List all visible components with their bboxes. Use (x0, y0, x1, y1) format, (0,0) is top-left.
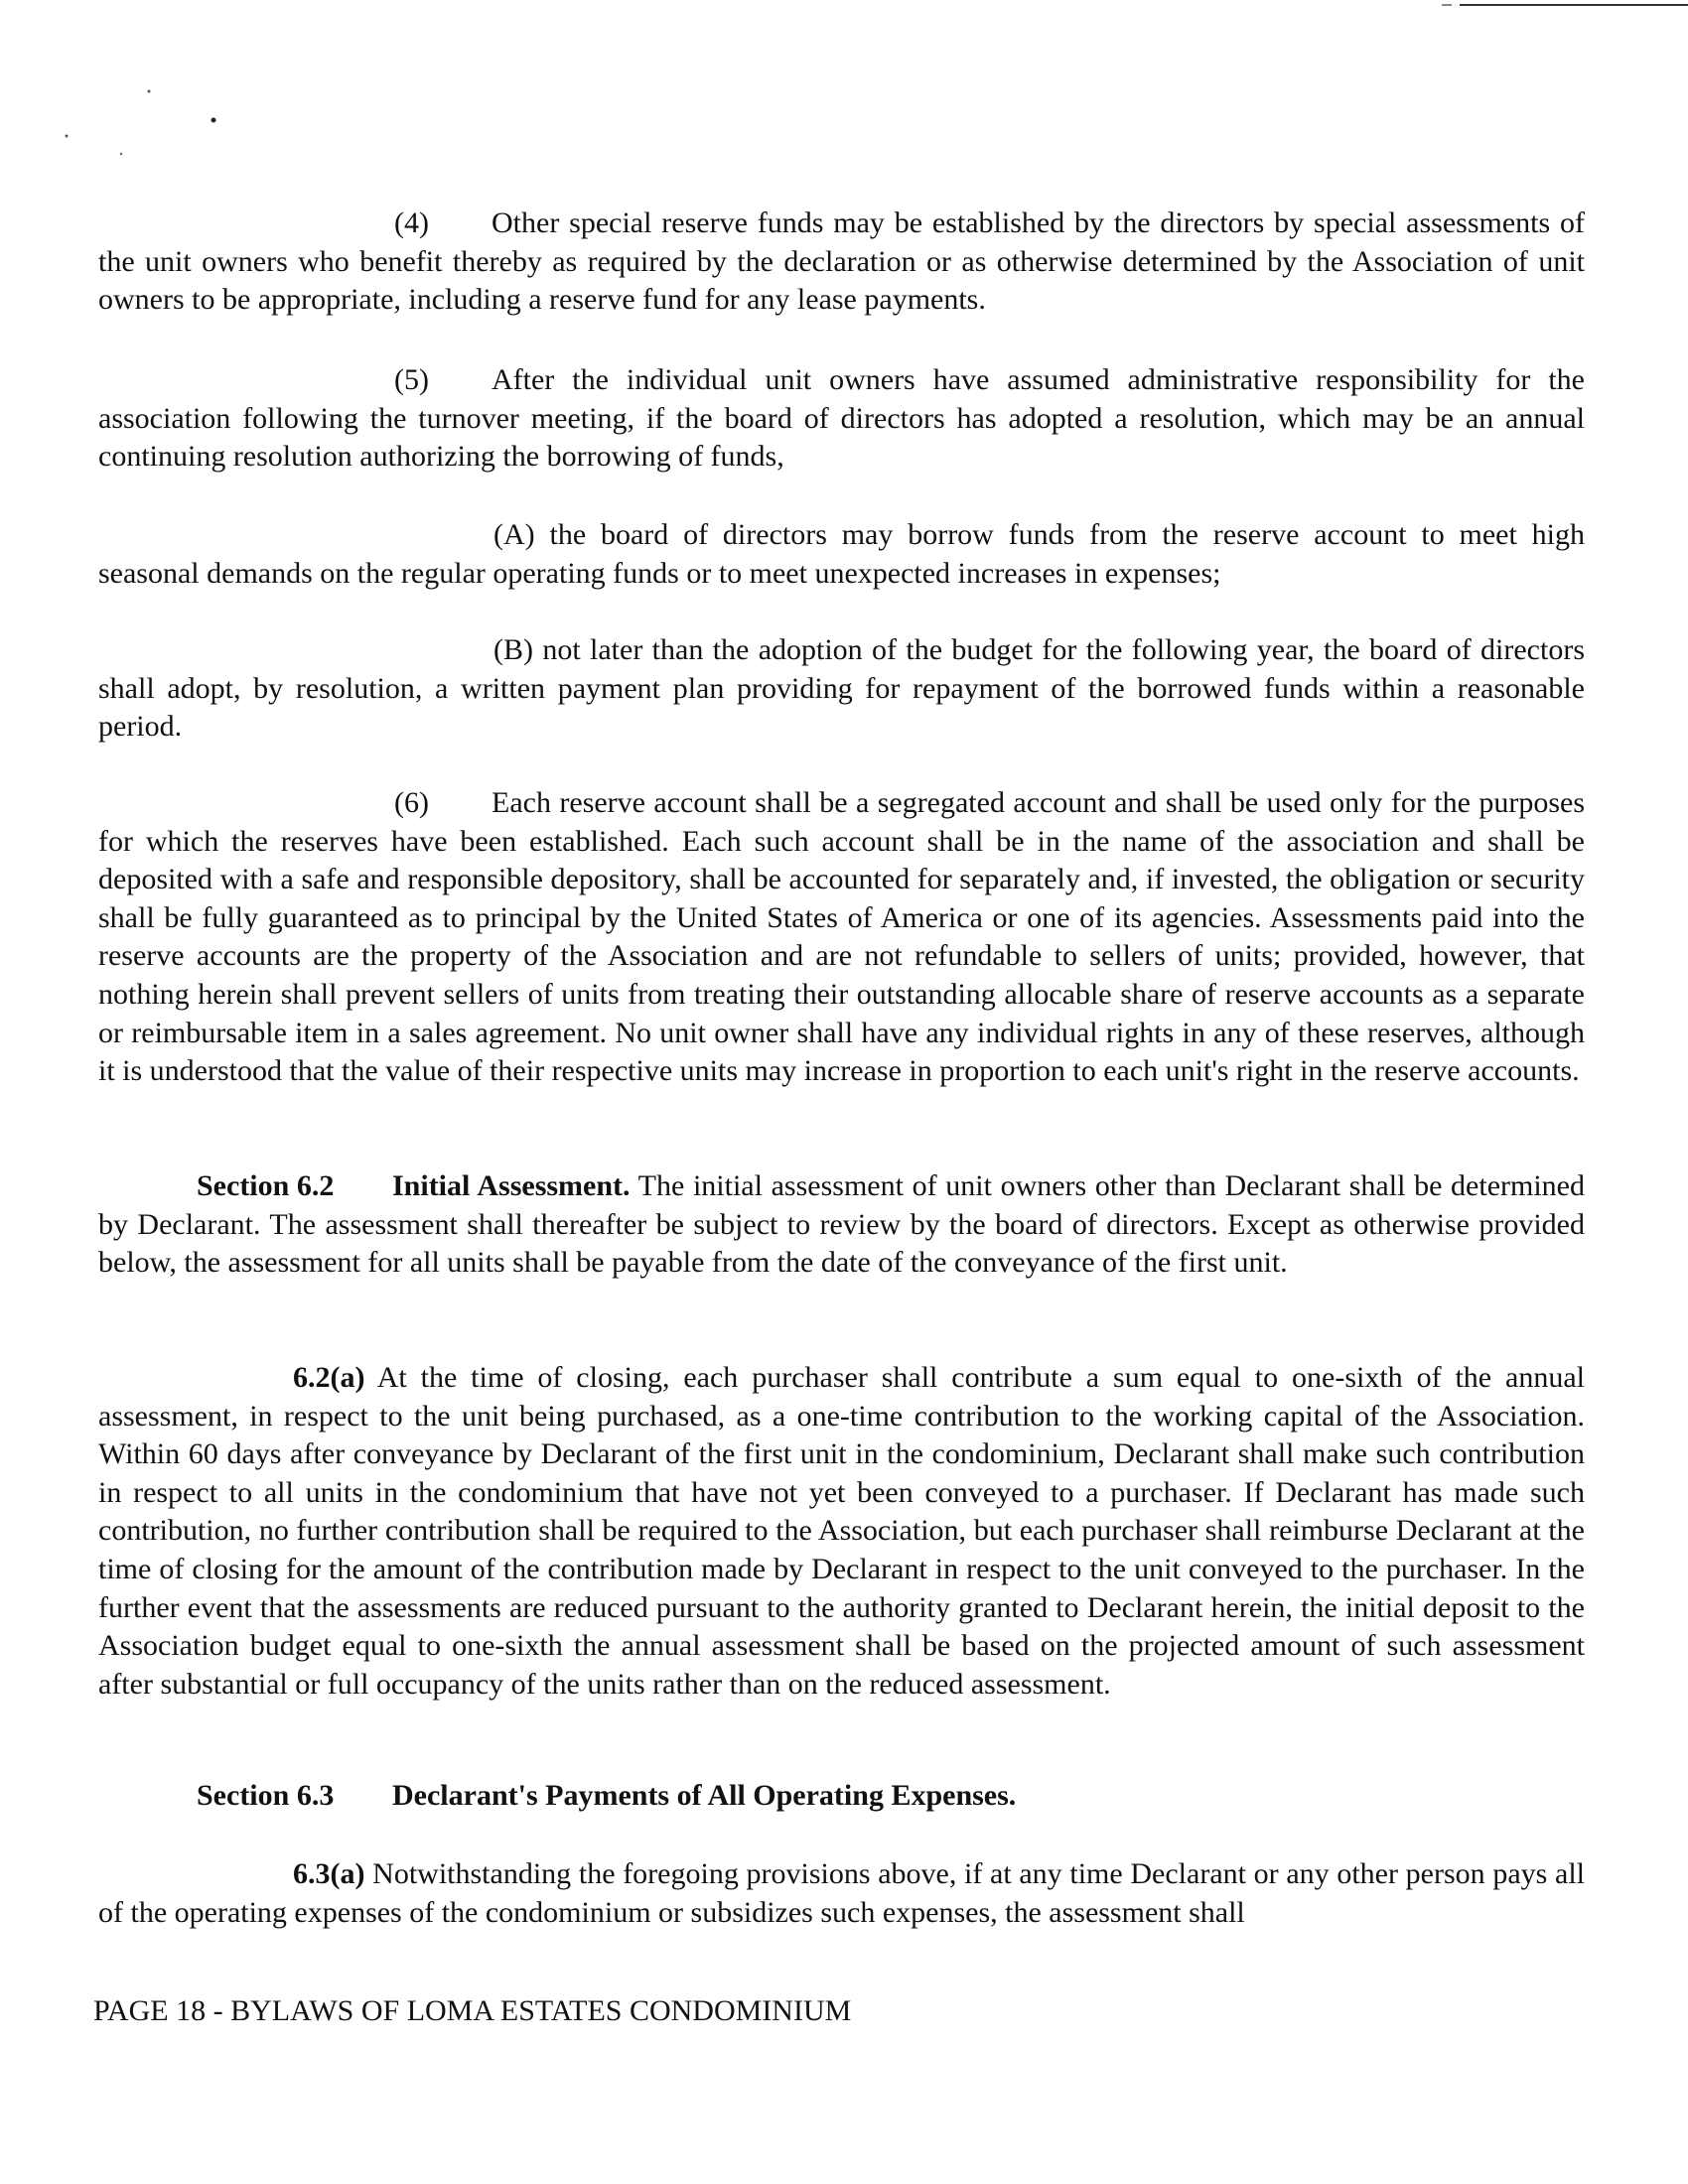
paragraph-text: After the individual unit owners have assumed administrative responsibility for the association following the turnover meeting, if the board of directors has adopted a resolution, which may be an annual continuing resolution authorizing the borrowing of funds, (98, 363, 1585, 474)
subsection-label: 6.3(a) (293, 1857, 365, 1890)
scan-specks (0, 0, 1688, 199)
subsection-label: 6.2(a) (293, 1361, 365, 1394)
paragraph-5b (98, 631, 1585, 747)
page-footer: PAGE 18 - BYLAWS OF LOMA ESTATES CONDOMINIUM (93, 1994, 852, 2027)
paragraph-text: (A) the board of directors may borrow funds from the reserve account to meet high seasonal demands on the regular operating funds or to meet unexpected increases in expenses; (98, 518, 1585, 590)
section-6-3-a (98, 1855, 1585, 1932)
paragraph-text: At the time of closing, each purchaser shall contribute a sum equal to one-sixth of the annual assessment, in respect to the unit being purchased, as a one-time contribution to the working capital of the Association. Within 60 days after conveyance by Declarant of the first unit in the condominium, Declarant shall make such contribution in respect to all units in the condominium that have not yet been conveyed to a purchaser. If Declarant has made such contribution, no further contribution shall be required to the Association, but each purchaser shall reimburse Declarant at the time of closing for the amount of the contribution made by Declarant in respect to the unit conveyed to the purchaser. In the further event that the assessments are reduced pursuant to the authority granted to Declarant herein, the initial deposit to the Association budget equal to one-sixth the annual assessment shall be based on the projected amount of such assessment after substantial or full occupancy of the units rather than on the reduced assessment. (98, 1361, 1585, 1701)
paragraph-text: Notwithstanding the foregoing provisions above, if at any time Declarant or any other person pays all of the operating expenses of the condominium or subsidizes such expenses, the assessment shall (98, 1857, 1585, 1929)
section-title: Initial Assessment. (392, 1169, 631, 1202)
paragraph-4 (98, 205, 1585, 320)
paragraph-text: Each reserve account shall be a segregated account and shall be used only for the purposes for which the reserves have been established. Each such account shall be in the name of the association and shall be deposited with a safe and responsible depository, shall be accounted for separately and, if invested, the obligation or security shall be fully guaranteed as to principal by the United States of America or one of its agencies. Assessments paid into the reserve accounts are the property of the Association and are not refundable to sellers of units; provided, however, that nothing herein shall prevent sellers of units from treating their outstanding allocable share of reserve accounts as a separate or reimbursable item in a sales agreement. No unit owner shall have any individual rights in any of these reserves, although it is understood that the value of their respective units may increase in proportion to each unit's right in the reserve accounts. (98, 786, 1585, 1088)
section-number: Section 6.2 (197, 1169, 335, 1202)
paragraph-text: (B) not later than the adoption of the budget for the following year, the board of directors shall adopt, by resolution, a written payment plan providing for repayment of the borrowed funds within a reasonable period. (98, 633, 1585, 744)
paragraph-5a (98, 516, 1585, 593)
section-6-2-a (98, 1359, 1585, 1704)
paragraph-number: (5) (394, 363, 429, 396)
paragraph-5 (98, 361, 1585, 477)
paragraph-text: Other special reserve funds may be established by the directors by special assessments of the unit owners who benefit thereby as required by the declaration or as otherwise determined by the Association of unit owners to be appropriate, including a reserve fund for any lease payments. (98, 206, 1585, 317)
section-6-3 (98, 1777, 1585, 1816)
paragraph-number: (4) (394, 206, 429, 239)
section-title: Declarant's Payments of All Operating Expenses. (392, 1779, 1017, 1812)
paragraph-6 (98, 784, 1585, 1091)
section-number: Section 6.3 (197, 1779, 335, 1812)
paragraph-text: The initial assessment of unit owners other than Declarant shall be determined by Declarant. The assessment shall thereafter be subject to review by the board of directors. Except as otherwise provided below, the assessment for all units shall be payable from the date of the conveyance of the first unit. (98, 1169, 1585, 1280)
section-6-2 (98, 1167, 1585, 1283)
paragraph-number: (6) (394, 786, 429, 819)
